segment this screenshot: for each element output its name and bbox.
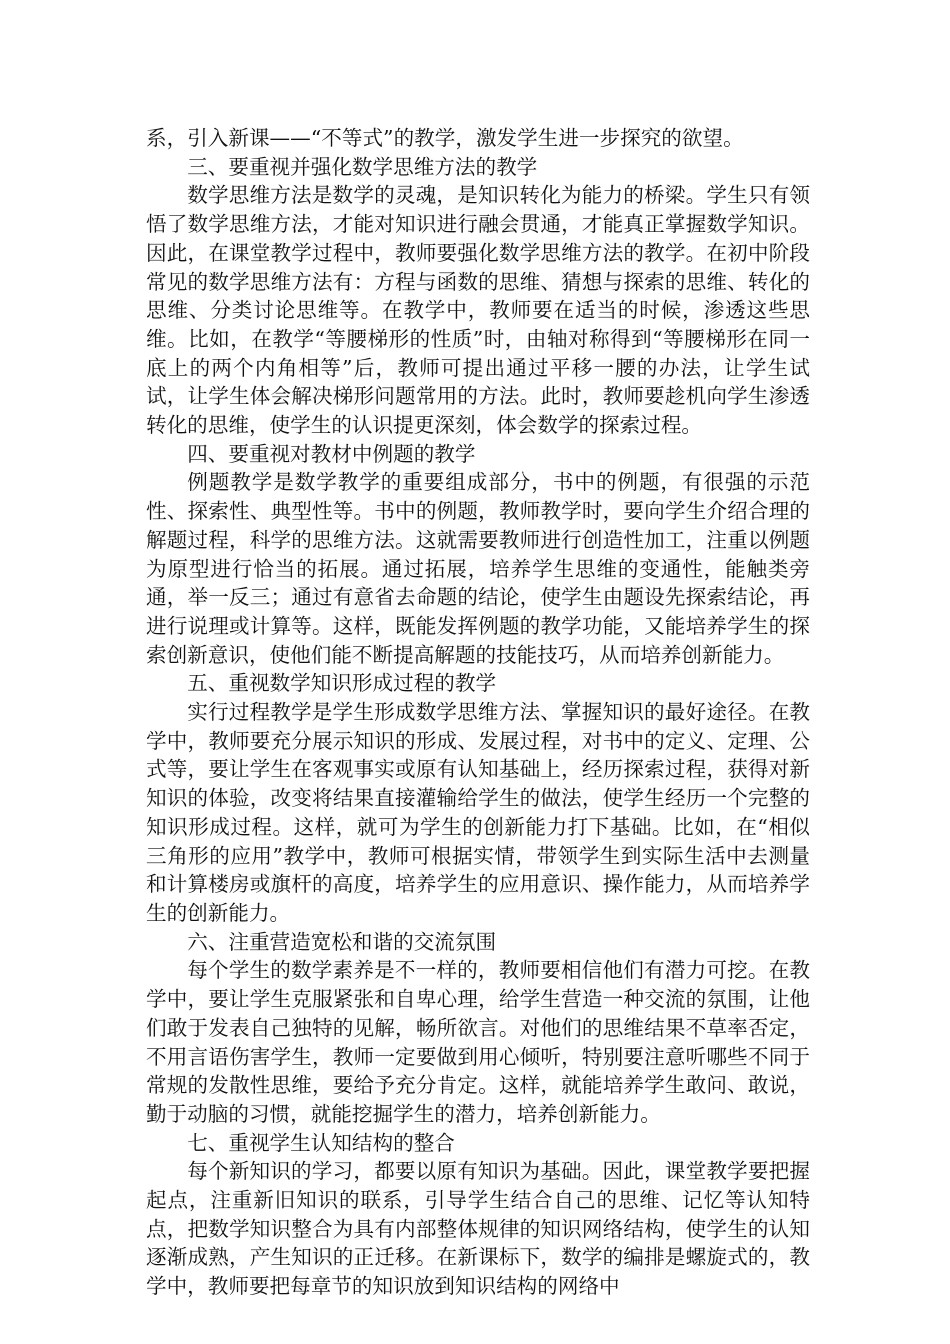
- section-heading: 五、重视数学知识形成过程的教学: [187, 671, 497, 696]
- section-paragraph: 实行过程教学是学生形成数学思维方法、掌握知识的最好途径。在教学中，教师要充分展示知识的形成、发展过程，对书中的定义、定理、公式等，要让学生在客观事实或原有认知基础上，经历探索过程，获得对新知识的体验，改变将结果直接灌输给学生的做法，使学生经历一个完整的知识形成过程。这样，就可为学生的创新能力打下基础。比如，在“相似三角形的应用”教学中，教师可根据实情，带领学生到实际生活中去测量和计算楼房或旗杆的高度，培养学生的应用意识、操作能力，从而培养学生的创新能力。: [146, 700, 810, 925]
- continuation-paragraph: 系，引入新课——“不等式”的教学，激发学生进一步探究的欲望。: [146, 126, 744, 150]
- section-paragraph: 每个学生的数学素养是不一样的，教师要相信他们有潜力可挖。在教学中，要让学生克服紧张和自卑心理，给学生营造一种交流的氛围，让他们敢于发表自己独特的见解，畅所欲言。对他们的思维结果不草率否定，不用言语伤害学生，教师一定要做到用心倾听，特别要注意听哪些不同于常规的发散性思维，要给予充分肯定。这样，就能培养学生敢问、敢说，勤于动脑的习惯，就能挖掘学生的潜力，培养创新能力。: [146, 958, 810, 1126]
- section-heading: 六、注重营造宽松和谐的交流氛围: [187, 929, 497, 954]
- section-heading: 七、重视学生认知结构的整合: [187, 1130, 455, 1155]
- section-heading: 三、要重视并强化数学思维方法的教学: [187, 154, 538, 179]
- section-paragraph: 数学思维方法是数学的灵魂，是知识转化为能力的桥梁。学生只有领悟了数学思维方法，才能对知识进行融会贯通，才能真正掌握数学知识。因此，在课堂教学过程中，教师要强化数学思维方法的教学。在初中阶段常见的数学思维方法有：方程与函数的思维、猜想与探索的思维、转化的思维、分类讨论思维等。在教学中，教师要在适当的时候，渗透这些思维。比如，在教学“等腰梯形的性质”时，由轴对称得到“等腰梯形在同一底上的两个内角相等”后，教师可提出通过平移一腰的办法，让学生试试，让学生体会解决梯形问题常用的方法。此时，教师要趁机向学生渗透转化的思维，使学生的认识提更深刻，体会数学的探索过程。: [146, 183, 810, 438]
- section-5: [146, 669, 810, 927]
- section-6: [146, 928, 810, 1129]
- section-paragraph: 每个新知识的学习，都要以原有知识为基础。因此，课堂教学要把握起点，注重新旧知识的联系，引导学生结合自己的思维、记忆等认知特点，把数学知识整合为具有内部整体规律的知识网络结构，使学生的认知逐渐成熟，产生知识的正迁移。在新课标下，数学的编排是螺旋式的，教学中，教师要把每章节的知识放到知识结构的网络中: [146, 1159, 810, 1299]
- section-paragraph: 例题教学是数学教学的重要组成部分，书中的例题，有很强的示范性、探索性、典型性等。书中的例题，教师教学时，要向学生介绍合理的解题过程，科学的思维方法。这就需要教师进行创造性加工，注重以例题为原型进行恰当的拓展。通过拓展，培养学生思维的变通性，能触类旁通，举一反三；通过有意省去命题的结论，使学生由题设先探索结论，再进行说理或计算等。这样，既能发挥例题的教学功能，又能培养学生的探索创新意识，使他们能不断提高解题的技能技巧，从而培养创新能力。: [146, 470, 810, 667]
- document-page: [146, 124, 810, 1301]
- section-7: [146, 1129, 810, 1301]
- section-3: [146, 153, 810, 440]
- section-heading: 四、要重视对教材中例题的教学: [187, 441, 476, 466]
- section-4: [146, 440, 810, 670]
